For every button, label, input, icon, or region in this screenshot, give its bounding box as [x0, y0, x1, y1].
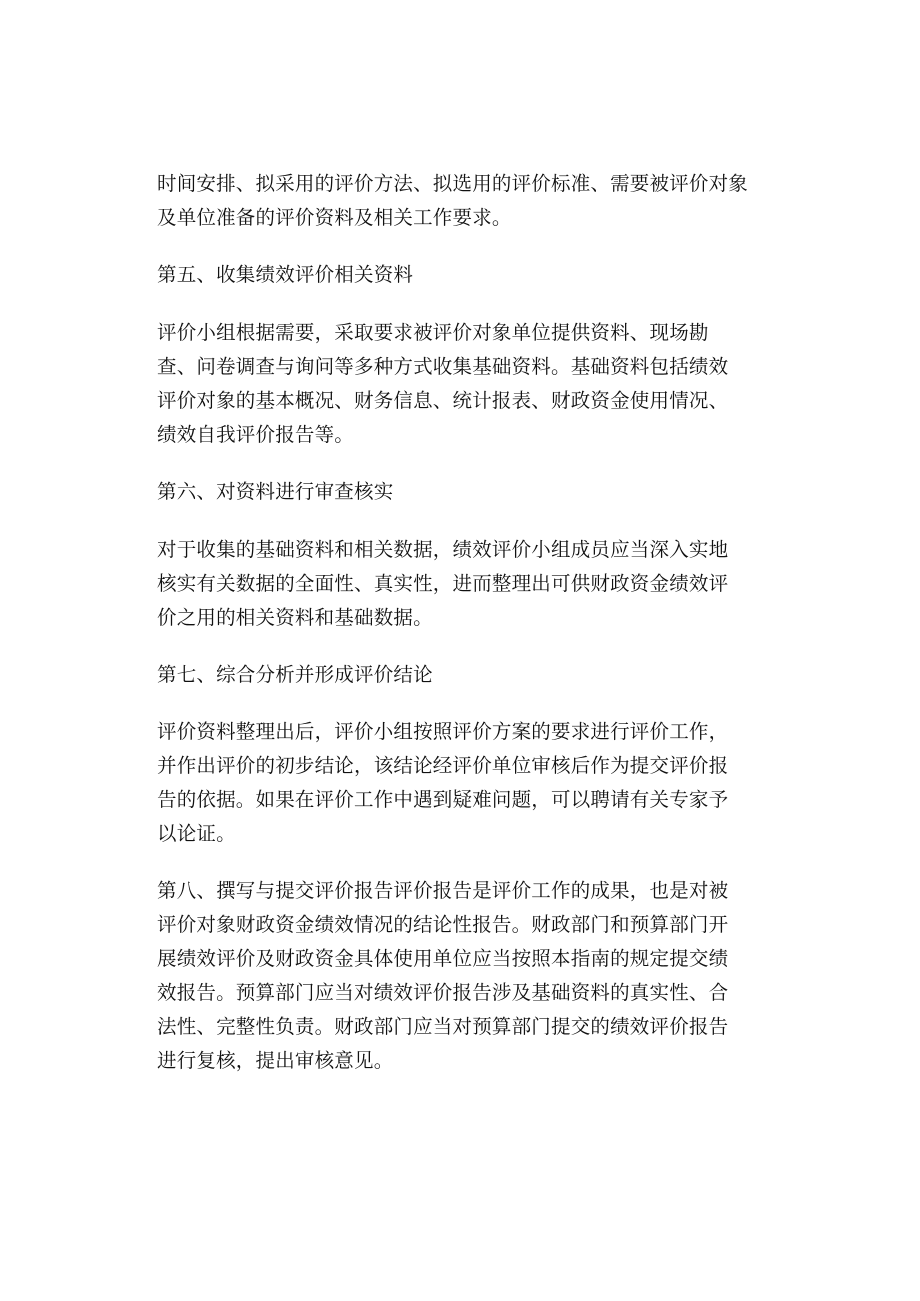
text-line: 核实有关数据的全面性、真实性，进而整理出可供财政资金绩效评 — [157, 572, 729, 595]
text-line: 法性、完整性负责。财政部门应当对预算部门提交的绩效评价报告 — [157, 1015, 729, 1038]
text-line: 时间安排、拟采用的评价方法、拟选用的评价标准、需要被评价对象 — [157, 172, 749, 195]
text-line: 第八、撰写与提交评价报告评价报告是评价工作的成果，也是对被 — [157, 879, 729, 902]
text-line: 及单位准备的评价资料及相关工作要求。 — [157, 206, 512, 229]
text-line: 进行复核，提出审核意见。 — [157, 1049, 394, 1072]
text-line: 评价对象财政资金绩效情况的结论性报告。财政部门和预算部门开 — [157, 913, 729, 936]
text-line: 评价对象的基本概况、财务信息、统计报表、财政资金使用情况、 — [157, 389, 729, 412]
section-heading: 第七、综合分析并形成评价结论 — [157, 663, 433, 686]
section-heading: 第六、对资料进行审查核实 — [157, 480, 394, 503]
text-line: 并作出评价的初步结论，该结论经评价单位审核后作为提交评价报 — [157, 754, 729, 777]
text-line: 价之用的相关资料和基础数据。 — [157, 606, 433, 629]
text-line: 告的依据。如果在评价工作中遇到疑难问题，可以聘请有关专家予 — [157, 788, 729, 811]
text-line: 绩效自我评价报告等。 — [157, 423, 355, 446]
text-line: 以论证。 — [157, 822, 236, 845]
text-line: 展绩效评价及财政资金具体使用单位应当按照本指南的规定提交绩 — [157, 947, 729, 970]
text-line: 评价资料整理出后，评价小组按照评价方案的要求进行评价工作， — [157, 720, 729, 743]
section-heading: 第五、收集绩效评价相关资料 — [157, 263, 414, 286]
text-line: 效报告。预算部门应当对绩效评价报告涉及基础资料的真实性、合 — [157, 981, 729, 1004]
text-line: 查、问卷调查与询问等多种方式收集基础资料。基础资料包括绩效 — [157, 355, 729, 378]
text-line: 评价小组根据需要，采取要求被评价对象单位提供资料、现场勘 — [157, 321, 709, 344]
text-line: 对于收集的基础资料和相关数据，绩效评价小组成员应当深入实地 — [157, 538, 729, 561]
